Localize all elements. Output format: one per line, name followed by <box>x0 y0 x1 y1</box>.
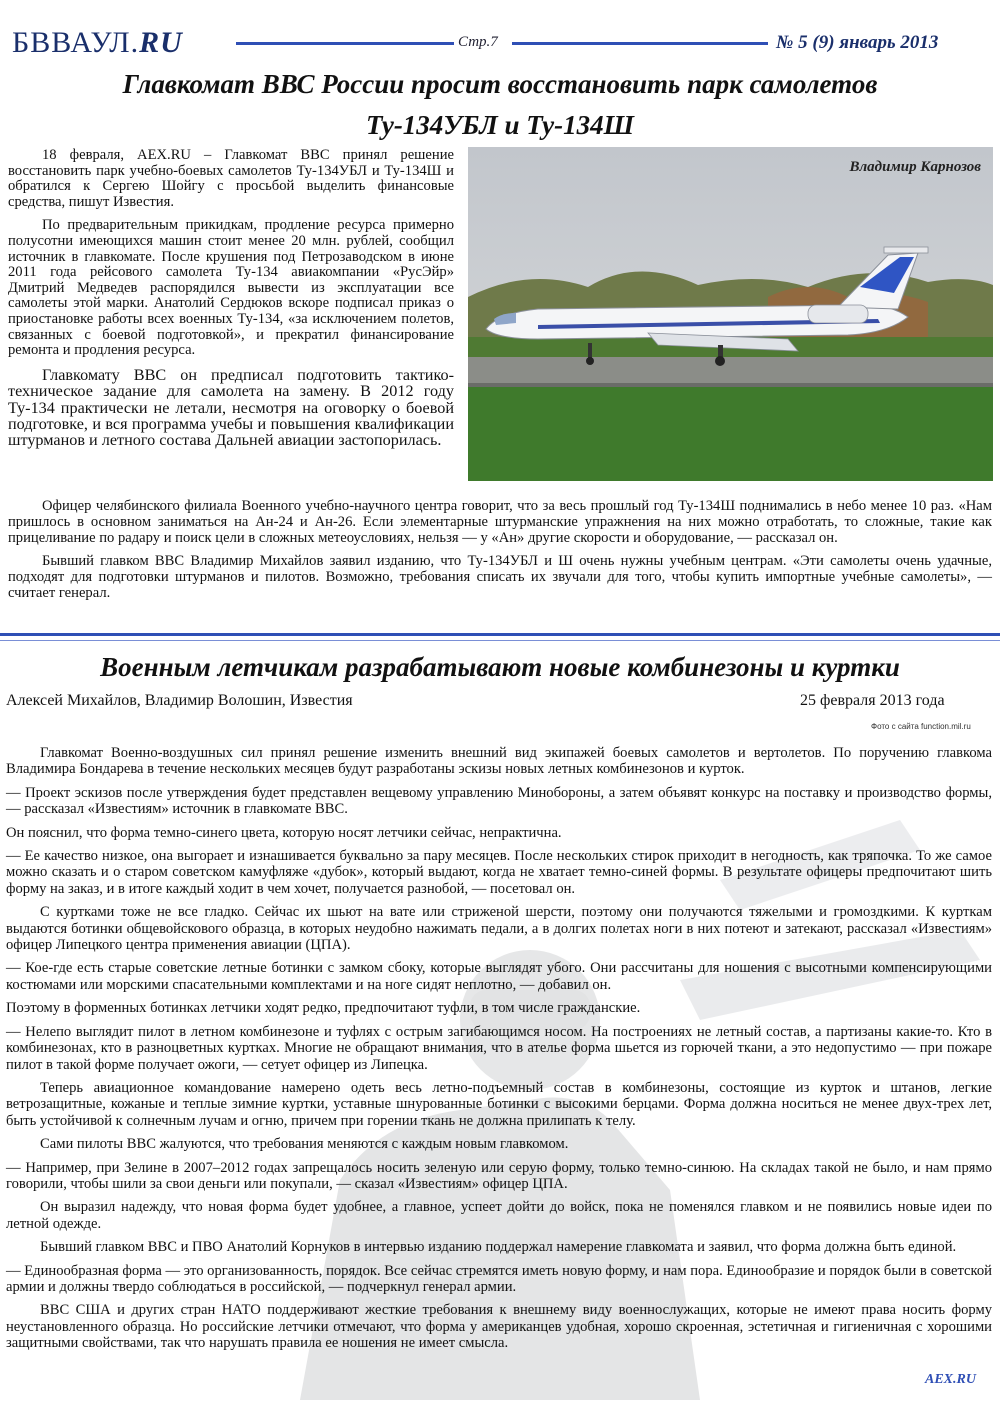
article1-column <box>8 148 454 457</box>
article1-paragraph: Бывший главком ВВС Владимир Михайлов заявил изданию, что Ту-134УБЛ и Ш очень нужны учебным центрам. «Эти самолеты очень удачные, подходят для подготовки штурманов и пилотов. Возможно, требования списать их звучали для того, чтобы купить импортные учебные самолеты», — считает генерал. <box>8 553 992 601</box>
article2-paragraph: Главкомат Военно-воздушных сил принял решение изменить внешний вид экипажей боевых самолетов и вертолетов. По поручению главкома Владимира Бондарева в течение нескольких месяцев будут разработаны эскизы новых летных комбинезонов и курток. <box>6 745 992 778</box>
article2-date: 25 февраля 2013 года <box>800 692 945 709</box>
photo-credit: Владимир Карнозов <box>849 159 981 175</box>
article2-paragraph: ВВС США и других стран НАТО поддерживают жесткие требования к внешнему виду военнослужащих, которые не имеют права носить форму неустановленного образца. Но российские летчики отмечают, что форма у американцев удобная, хорошо скроенная, эстетичная и гигиеничная с хорошими защитными свойствами, так что нарушать правила ее ношения не имеет смысла. <box>6 1302 992 1352</box>
tu134-illustration <box>468 147 993 481</box>
article2-title: Военным летчикам разрабатывают новые комбинезоны и куртки <box>100 652 900 682</box>
article1-paragraph: Офицер челябинского филиала Военного учебно-научного центра говорит, что за весь прошлый год Ту-134Ш поднимались в небо менее 10 раз. «Нам пришлось в основном заниматься на Ан-24 и Ан-26. Если элементарные штурманские упражнения на них можно отработать, то сложные, такие как прицеливание по радару и поиск цели в сложных метеоусловиях, нельзя — у «Ан» другие скорости и оборудование, — рассказал он. <box>8 498 992 546</box>
article2-paragraph: С куртками тоже не все гладко. Сейчас их шьют на вате или стриженой шерсти, поэтому они получаются тяжелыми и громоздкими. К курткам выдаются ботинки общевойскового образца, в которых неудобно нажимать педали, а в долгих полетах ноги в них потеют и затекают, рассказал «Известиям» офицер Липецкого центра применения авиации (ЦПА). <box>6 904 992 954</box>
logo-ru: RU <box>139 26 183 59</box>
photo-source-note: Фото с сайта function.mil.ru <box>871 722 971 731</box>
header-rule-left <box>236 42 454 45</box>
article2-paragraph: Теперь авиационное командование намерено одеть весь летно-подъемный состав в комбинезоны, состоящие из курток и штанов, легкие ветрозащитные, кожаные и теплые зимние куртки, уставные шнурованные ботинки с высокими берцами. Форма должна носиться не менее двух-трех лет, быть устойчивой к солнечным лучам и огню, причем при горении ткань не должна прилипать к телу. <box>6 1079 992 1129</box>
article2-paragraph: Он пояснил, что форма темно-синего цвета, которую носят летчики сейчас, непрактична. <box>6 824 562 841</box>
article1-paragraph: По предварительным прикидкам, продление ресурса примерно полусотни имеющихся машин стоит менее 20 млн. рублей, сообщил источник в главкомате. После крушения под Петрозаводском в июне 2011 года рейсового самолета Ту-134 авиакомпании «РусЭйр» Дмитрий Медведев распорядился вывести из эксплуатации все самолеты этой марки. Анатолий Сердюков вскоре подписал приказ о приостановке работы всех военных Ту-134, «за исключением полетов, связанных с боевой подготовкой», и прекратил финансирование ремонта и продления ресурса. <box>8 217 454 359</box>
issue-label: № 5 (9) январь 2013 <box>776 32 939 53</box>
footer-site-link[interactable]: AEX.RU <box>925 1372 976 1387</box>
header-rule-right <box>512 42 768 45</box>
article1-full-width <box>8 498 992 608</box>
section-separator-thin <box>0 640 1000 641</box>
logo-text: БВВАУЛ. <box>12 26 140 59</box>
article1-title-line2: Ту-134УБЛ и Ту-134Ш <box>365 110 635 140</box>
article1-paragraph: 18 февраля, AEX.RU – Главкомат ВВС принял решение восстановить парк учебно-боевых самолетов Ту-134УБЛ и Ту-134Ш и обратился к Сергею Шойгу с просьбой выделить финансовые средства, пишут Известия. <box>8 147 454 210</box>
article2-paragraph: Поэтому в форменных ботинках летчики ходят редко, предпочитают туфли, в том числе гражданские. <box>6 1000 641 1017</box>
article2-body <box>6 745 992 1359</box>
section-separator <box>0 633 1000 636</box>
article2-paragraph: — Ее качество низкое, она выгорает и изнашивается буквально за пару месяцев. После нескольких стирок приходит в негодность, как тряпочка. То же самое можно сказать и о старом советском камуфляже «дубок», который выдают, когда не хватает темно-синей формы. В результате офицеры предпочитают шить форму на заказ, и в итоге каждый ходит в чем хочет, получается разнобой, — посетовал он. <box>6 848 992 897</box>
page-number: Стр.7 <box>458 34 498 50</box>
article2-paragraph: — Проект эскизов после утверждения будет представлен вещевому управлению Минобороны, а затем объявят конкурс на поставку и производство формы, — рассказал «Известиям» источник в главкомате ВВС. <box>6 784 992 818</box>
article1-title-line1: Главкомат ВВС России просит восстановить парк самолетов <box>122 69 878 99</box>
aircraft-photo <box>468 147 993 481</box>
article1-paragraph: Главкомату ВВС он предписал подготовить тактико-техническое задание для самолета на замену. В 2012 году Ту-134 практически не летали, несмотря на оговорку о боевой подготовке, и вся программа учебы и повышения квалификации штурманов и летного состава Дальней авиации застопорилась. <box>8 365 454 450</box>
article2-paragraph: Сами пилоты ВВС жалуются, что требования меняются с каждым новым главкомом. <box>40 1136 569 1153</box>
masthead-logo <box>12 26 183 60</box>
article2-paragraph: — Нелепо выглядит пилот в летном комбинезоне и туфлях с острым загибающимся носом. На построениях не летный состав, а партизаны какие-то. Кто в комбинезонах, кто в разноцветных куртках. Многие не обращают внимания, что в ателье форма шьется из горючей ткани, а это недопустимо — при пожаре пилот в такой форме получает ожоги, — сетует офицер из Липецка. <box>6 1023 992 1073</box>
article2-paragraph: — Кое-где есть старые советские летные ботинки с замком сбоку, которые выглядят убого. Они рассчитаны для ношения с высотными компенсирующими костюмами или морскими спасательными комплектами и на ноге сидят неплотно, — добавил он. <box>6 960 992 993</box>
article2-paragraph: Он выразил надежду, что новая форма будет удобнее, а главное, успеет дойти до войск, пока не поменялся главком и не появились новые идеи по летной одежде. <box>6 1199 992 1232</box>
article2-byline: Алексей Михайлов, Владимир Волошин, Известия <box>6 692 353 709</box>
article2-paragraph: — Например, при Зелине в 2007–2012 годах запрещалось носить зеленую или серую форму, только темно-синюю. На складах такой не было, и нам прямо говорили, чтобы шили за свои деньги или покупали, — сказал «Известиям» офицер ЦПА. <box>6 1159 992 1192</box>
article2-paragraph: Бывший главком ВВС и ПВО Анатолий Корнуков в интервью изданию поддержал намерение главкомата и заявил, что форма должна быть единой. <box>40 1239 957 1256</box>
article2-paragraph: — Единообразная форма — это организованность, порядок. Все сейчас стремятся иметь новую форму, и нам пора. Единообразие и порядок были в советской армии и должны твердо соблюдаться в российской, — подчеркнул генерал армии. <box>6 1262 992 1295</box>
